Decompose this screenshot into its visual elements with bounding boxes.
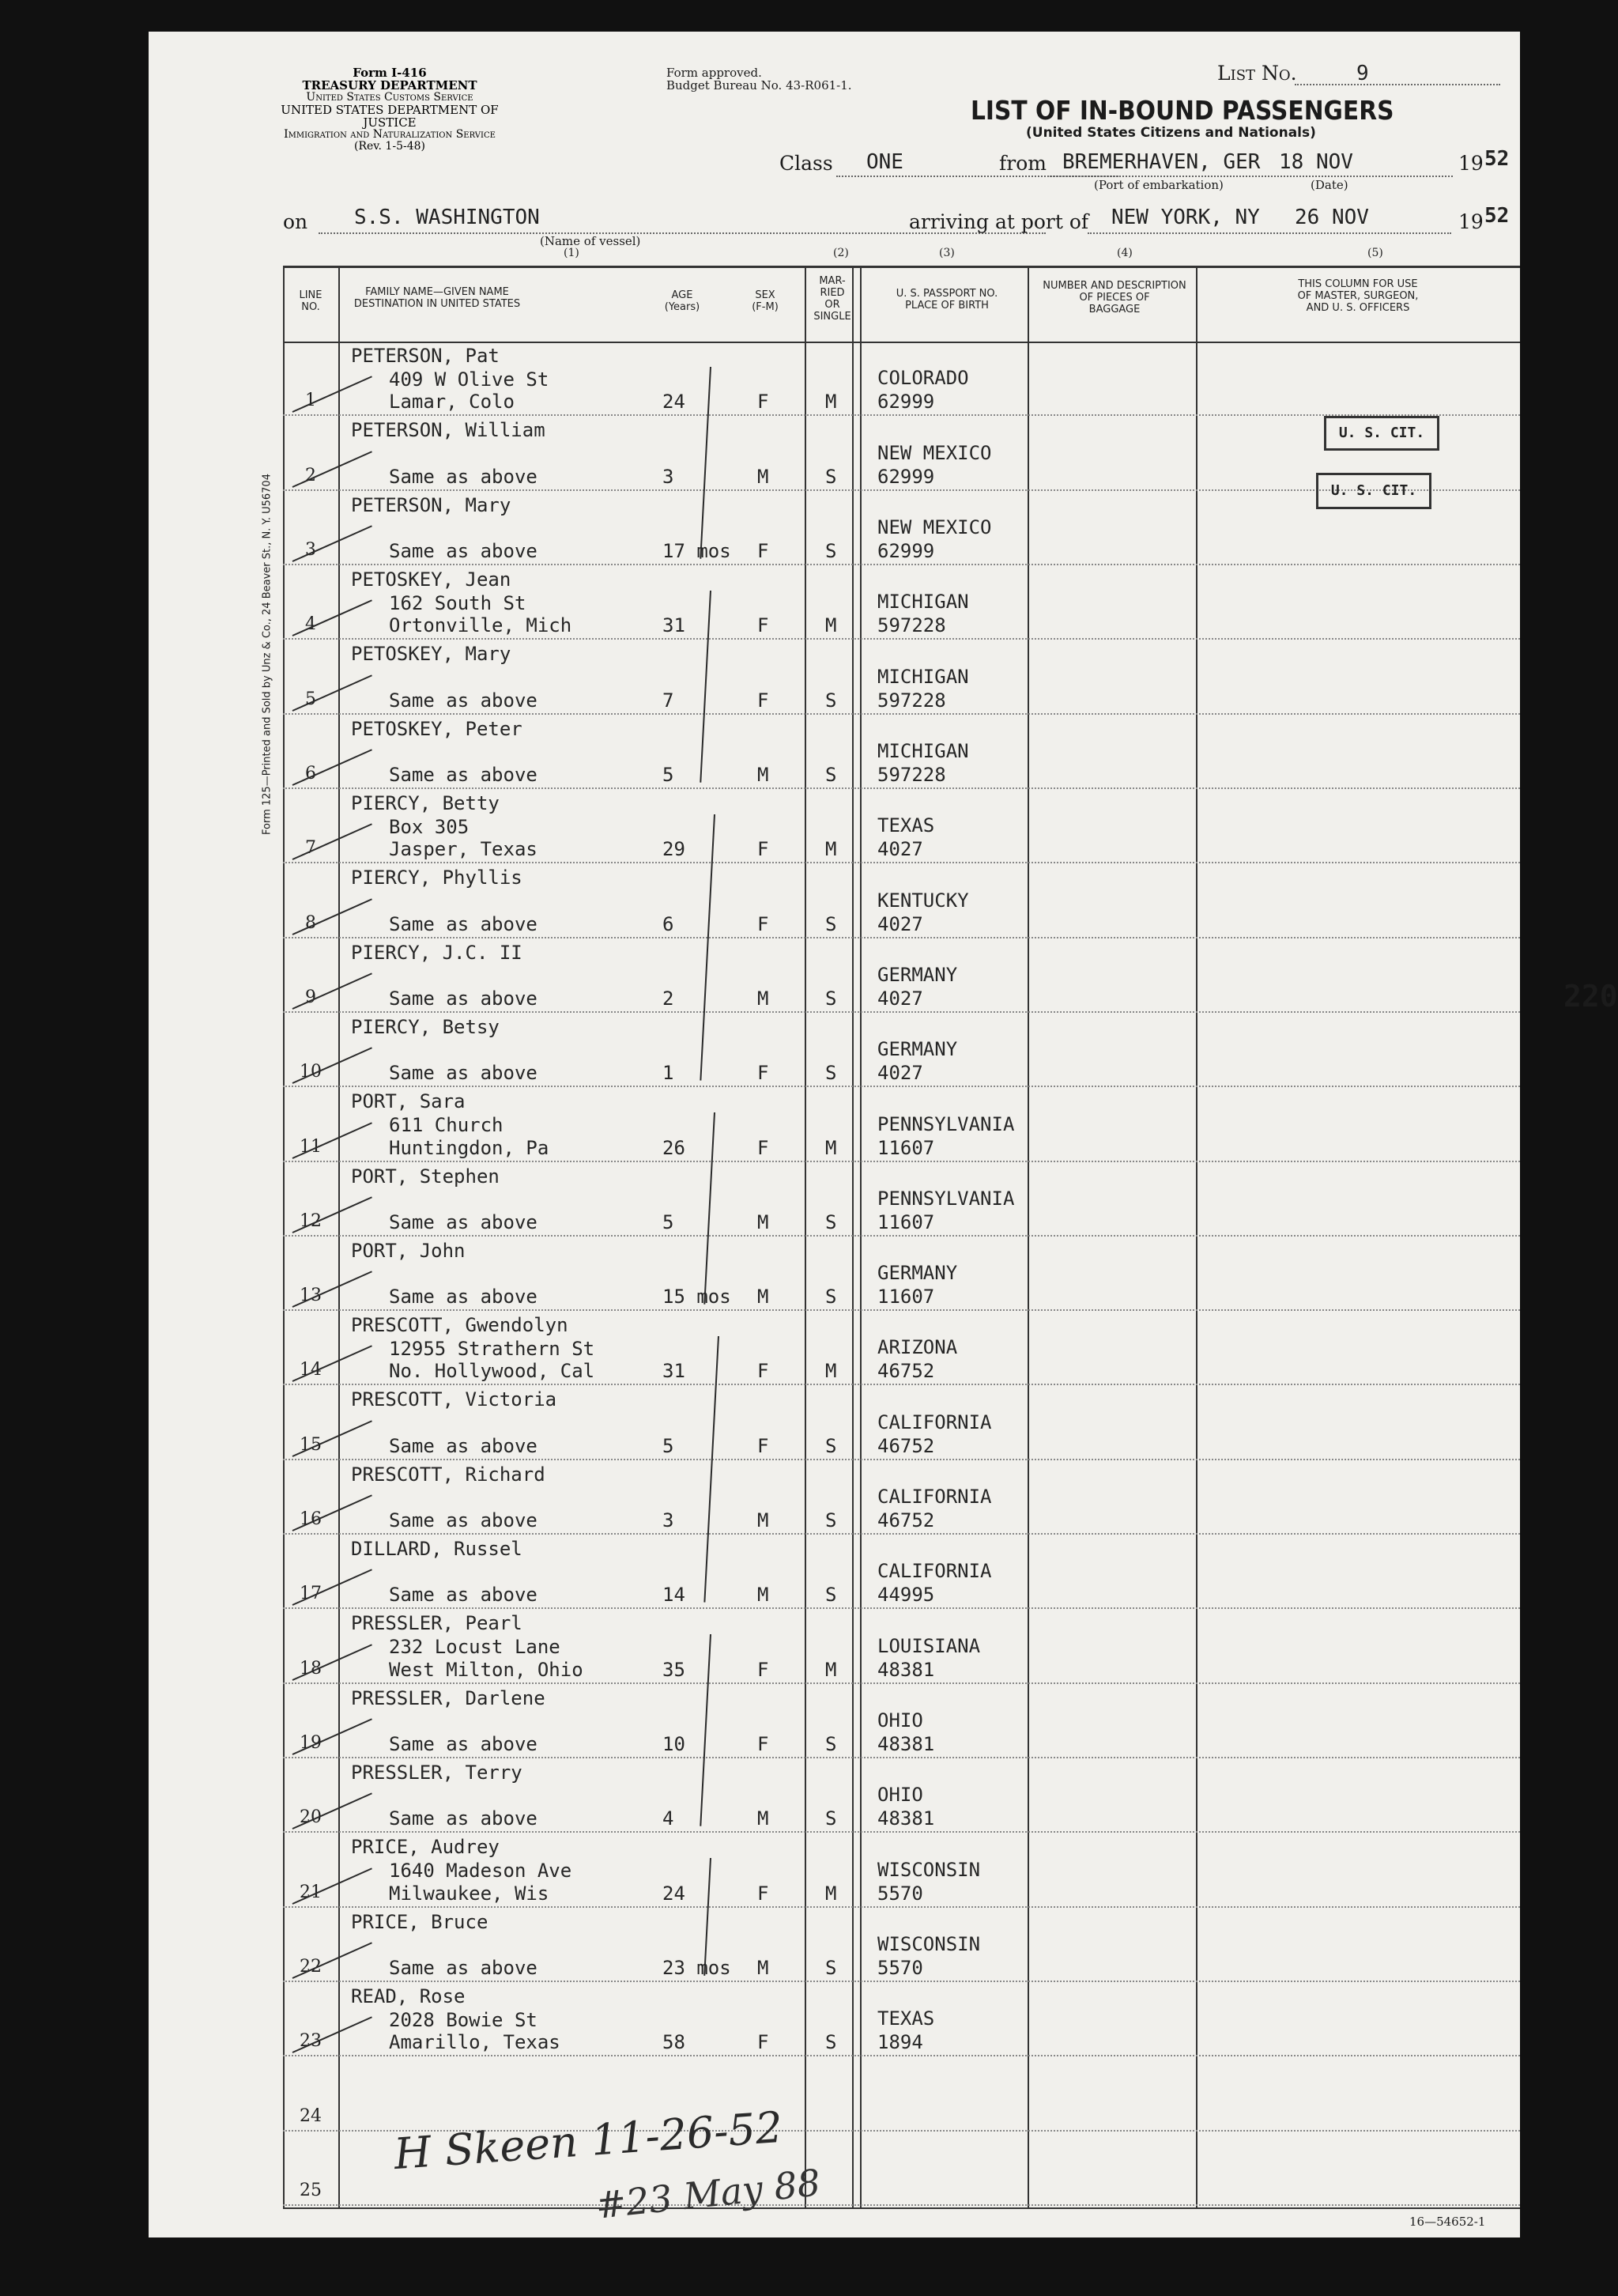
place-of-birth: CALIFORNIA — [877, 1486, 992, 1509]
vessel-name: S.S. WASHINGTON — [354, 206, 540, 229]
passenger-sex: M — [757, 763, 769, 786]
passport-number: 4027 — [877, 987, 923, 1010]
passenger-name: READ, Rose — [351, 1985, 466, 2008]
passport-number: 11607 — [877, 1136, 935, 1159]
customs-service: United States Customs Service — [306, 91, 473, 104]
line-number: 6 — [305, 763, 316, 784]
line-number: 19 — [300, 1733, 322, 1754]
marital-status: M — [825, 391, 837, 414]
vessel-caption: (Name of vessel) — [540, 234, 641, 248]
passenger-sex: F — [757, 2031, 769, 2054]
marital-status: S — [825, 689, 837, 712]
passenger-age: 24 — [662, 1882, 685, 1905]
passenger-sex: F — [757, 539, 769, 562]
passenger-name: PETOSKEY, Peter — [351, 717, 522, 740]
passenger-name: PETERSON, Mary — [351, 493, 511, 516]
form-number: Form I-416 — [353, 66, 427, 80]
passenger-name: PRICE, Audrey — [351, 1836, 500, 1859]
passenger-destination: Same as above — [389, 1733, 537, 1756]
line-number: 23 — [300, 2031, 322, 2052]
passport-number: 11607 — [877, 1286, 935, 1308]
passenger-age: 1 — [662, 1062, 674, 1085]
passenger-sex: M — [757, 1584, 769, 1607]
place-of-birth: TEXAS — [877, 2007, 935, 2030]
embarkation-date: 18 NOV — [1279, 150, 1353, 174]
passenger-destination: Same as above — [389, 1807, 537, 1830]
passenger-sex: M — [757, 465, 769, 488]
passenger-destination: West Milton, Ohio — [389, 1658, 583, 1681]
passenger-age: 14 — [662, 1584, 685, 1607]
passenger-name: PRESSLER, Pearl — [351, 1612, 522, 1635]
place-of-birth: COLORADO — [877, 367, 969, 390]
passenger-name: PRESSLER, Darlene — [351, 1686, 545, 1709]
place-of-birth: MICHIGAN — [877, 665, 969, 688]
passenger-age: 5 — [662, 1434, 674, 1457]
place-of-birth: LOUISIANA — [877, 1634, 981, 1657]
place-of-birth: KENTUCKY — [877, 889, 969, 912]
table-row — [283, 1611, 1520, 1685]
place-of-birth: PENNSYLVANIA — [877, 1112, 1015, 1135]
passport-number: 62999 — [877, 391, 935, 414]
passenger-age: 4 — [662, 1807, 674, 1830]
passenger-destination: Same as above — [389, 1062, 537, 1085]
passenger-address: 409 W Olive St — [389, 368, 549, 391]
table-row — [283, 716, 1520, 791]
passenger-age: 29 — [662, 838, 685, 861]
passenger-sex: F — [757, 614, 769, 637]
passenger-destination: Same as above — [389, 539, 537, 562]
line-number: 21 — [300, 1882, 322, 1902]
passport-number: 597228 — [877, 689, 946, 712]
passenger-destination: Ortonville, Mich — [389, 614, 572, 637]
passenger-destination: Same as above — [389, 1509, 537, 1532]
passenger-name: PETOSKEY, Jean — [351, 568, 511, 591]
passenger-name: PETOSKEY, Mary — [351, 643, 511, 666]
passport-number: 5570 — [877, 1957, 923, 1980]
form-approved: Form approved. — [666, 66, 762, 80]
justice-dept: UNITED STATES DEPARTMENT OF JUSTICE — [281, 103, 499, 130]
place-of-birth: GERMANY — [877, 1038, 958, 1061]
passenger-age: 17 mos — [662, 539, 731, 562]
passenger-age: 3 — [662, 1509, 674, 1532]
form-id-block — [281, 66, 499, 153]
place-of-birth: NEW MEXICO — [877, 441, 992, 464]
table-row — [283, 1909, 1520, 1984]
table-row — [283, 641, 1520, 716]
year-prefix: 19 — [1458, 152, 1484, 175]
passport-number: 4027 — [877, 912, 923, 935]
marital-status: M — [825, 614, 837, 637]
passport-number: 597228 — [877, 763, 946, 786]
header-baggage: NUMBER AND DESCRIPTION OF PIECES OF BAGGAGE — [1043, 280, 1186, 315]
table-row — [283, 1387, 1520, 1461]
line-number: 20 — [300, 1807, 322, 1828]
marital-status: S — [825, 1807, 837, 1830]
passenger-destination: Same as above — [389, 912, 537, 935]
table-row — [283, 1686, 1520, 1760]
us-citizen-stamp: U. S. CIT. — [1316, 473, 1431, 509]
passenger-name: PIERCY, Betty — [351, 791, 500, 814]
marital-status: S — [825, 1210, 837, 1233]
passenger-name: DILLARD, Russel — [351, 1538, 522, 1561]
passenger-age: 26 — [662, 1136, 685, 1159]
arriving-label: arriving at port of — [909, 210, 1089, 233]
place-of-birth: GERMANY — [877, 963, 958, 986]
passenger-sex: F — [757, 1136, 769, 1159]
line-number: 4 — [305, 614, 316, 635]
passenger-name: PORT, Stephen — [351, 1165, 500, 1188]
line-number: 11 — [300, 1136, 322, 1157]
passenger-name: PRESCOTT, Gwendolyn — [351, 1314, 568, 1337]
marital-status: S — [825, 1434, 837, 1457]
passenger-destination: Same as above — [389, 763, 537, 786]
passenger-age: 31 — [662, 614, 685, 637]
passport-number: 46752 — [877, 1360, 935, 1383]
passport-number: 62999 — [877, 539, 935, 562]
place-of-birth: MICHIGAN — [877, 739, 969, 762]
header-name-destination: FAMILY NAME—GIVEN NAME DESTINATION IN UNITED STATES — [353, 286, 521, 310]
place-of-birth: WISCONSIN — [877, 1858, 981, 1881]
passenger-sex: F — [757, 1882, 769, 1905]
passenger-name: PRESSLER, Terry — [351, 1762, 522, 1784]
arrival-port: NEW YORK, NY — [1111, 206, 1260, 229]
passenger-sex: F — [757, 1062, 769, 1085]
passenger-age: 58 — [662, 2031, 685, 2054]
table-row — [283, 567, 1520, 641]
passenger-name: PETERSON, Pat — [351, 345, 500, 367]
passenger-address: 1640 Madeson Ave — [389, 1860, 572, 1882]
place-of-birth: MICHIGAN — [877, 591, 969, 614]
passenger-age: 5 — [662, 763, 674, 786]
table-row — [283, 1238, 1520, 1312]
passport-number: 48381 — [877, 1807, 935, 1830]
passenger-destination: Jasper, Texas — [389, 838, 537, 861]
place-of-birth: NEW MEXICO — [877, 515, 992, 538]
passenger-destination: Milwaukee, Wis — [389, 1882, 549, 1905]
marital-status: S — [825, 763, 837, 786]
immigration-service: Immigration and Naturalization Service — [284, 128, 496, 141]
column-number-4: (4) — [1117, 247, 1133, 259]
marital-status: S — [825, 2031, 837, 2054]
arrival-year: 52 — [1484, 204, 1510, 228]
passenger-destination: Same as above — [389, 465, 537, 488]
on-label: on — [283, 210, 308, 233]
column-number-3: (3) — [939, 247, 955, 259]
passenger-sex: F — [757, 1360, 769, 1383]
table-row — [283, 1984, 1520, 2058]
embarkation-year: 52 — [1484, 147, 1510, 171]
port-of-embarkation: BREMERHAVEN, GER — [1062, 150, 1261, 174]
passenger-name: PIERCY, J.C. II — [351, 941, 522, 964]
passenger-sex: F — [757, 838, 769, 861]
passenger-name: PORT, John — [351, 1239, 466, 1262]
table-row — [283, 343, 1520, 417]
class-label: Class — [779, 152, 833, 175]
column-number-5: (5) — [1367, 247, 1383, 259]
passenger-destination: Same as above — [389, 987, 537, 1010]
officer-count: 220 — [1563, 979, 1618, 1014]
passenger-address: 12955 Strathern St — [389, 1338, 595, 1361]
marital-status: M — [825, 1658, 837, 1681]
marital-status: S — [825, 1509, 837, 1532]
line-number: 1 — [305, 391, 316, 411]
passenger-age: 15 mos — [662, 1286, 731, 1308]
table-row — [283, 1536, 1520, 1611]
passport-number: 48381 — [877, 1733, 935, 1756]
budget-bureau-number: Budget Bureau No. 43-R061-1. — [666, 78, 852, 93]
table-row — [283, 940, 1520, 1014]
passenger-sex: F — [757, 391, 769, 414]
passenger-name: PIERCY, Betsy — [351, 1015, 500, 1038]
marital-status: S — [825, 1957, 837, 1980]
passenger-destination: Same as above — [389, 1210, 537, 1233]
marital-status: M — [825, 1882, 837, 1905]
line-number: 16 — [300, 1509, 322, 1530]
place-of-birth: OHIO — [877, 1709, 923, 1732]
passenger-destination: Same as above — [389, 1286, 537, 1308]
line-number: 17 — [300, 1584, 322, 1604]
passenger-age: 10 — [662, 1733, 685, 1756]
marital-status: S — [825, 1062, 837, 1085]
marital-status: M — [825, 1136, 837, 1159]
line-number: 12 — [300, 1210, 322, 1231]
marital-status: S — [825, 1286, 837, 1308]
marital-status: S — [825, 987, 837, 1010]
list-number-label: List No. — [1217, 62, 1297, 85]
date-caption: (Date) — [1311, 178, 1348, 192]
line-number: 14 — [300, 1360, 322, 1380]
passport-number: 46752 — [877, 1434, 935, 1457]
header-age: AGE (Years) — [664, 289, 700, 313]
column-number-1: (1) — [564, 247, 579, 259]
passenger-destination: Huntingdon, Pa — [389, 1136, 549, 1159]
passenger-age: 2 — [662, 987, 674, 1010]
place-of-birth: WISCONSIN — [877, 1933, 981, 1956]
table-row — [283, 1760, 1520, 1834]
line-number: 2 — [305, 465, 316, 485]
table-row — [283, 1462, 1520, 1536]
marital-status: S — [825, 539, 837, 562]
marital-status: M — [825, 1360, 837, 1383]
passenger-name: PIERCY, Phyllis — [351, 867, 522, 889]
passport-number: 1894 — [877, 2031, 923, 2054]
passenger-sex: M — [757, 1807, 769, 1830]
passenger-age: 3 — [662, 465, 674, 488]
marital-status: S — [825, 1584, 837, 1607]
place-of-birth: TEXAS — [877, 814, 935, 837]
line-number: 10 — [300, 1062, 322, 1082]
column-number-2: (2) — [833, 247, 849, 259]
passenger-destination: Lamar, Colo — [389, 391, 515, 414]
passenger-rows — [283, 343, 1520, 2207]
inspector-signature: H Skeen 11-26-52 — [392, 2102, 785, 2180]
us-citizen-stamp: U. S. CIT. — [1324, 416, 1439, 451]
passport-number: 597228 — [877, 614, 946, 637]
table-row — [283, 1014, 1520, 1089]
line-number: 7 — [305, 838, 316, 859]
passenger-sex: F — [757, 912, 769, 935]
line-number: 15 — [300, 1434, 322, 1455]
arrival-date: 26 NOV — [1295, 206, 1369, 229]
passenger-name: PETERSON, William — [351, 419, 545, 442]
header-passport-birthplace: U. S. PASSPORT NO. PLACE OF BIRTH — [896, 288, 998, 312]
passport-number: 44995 — [877, 1584, 935, 1607]
passenger-age: 5 — [662, 1210, 674, 1233]
passenger-destination: Same as above — [389, 689, 537, 712]
table-row — [283, 1164, 1520, 1238]
passenger-destination: Amarillo, Texas — [389, 2031, 560, 2054]
marital-status: S — [825, 912, 837, 935]
place-of-birth: OHIO — [877, 1784, 923, 1807]
place-of-birth: CALIFORNIA — [877, 1560, 992, 1583]
passenger-destination: Same as above — [389, 1434, 537, 1457]
document-title: LIST OF IN-BOUND PASSENGERS — [971, 95, 1394, 126]
passenger-sex: M — [757, 1210, 769, 1233]
passenger-sex: F — [757, 1733, 769, 1756]
passenger-age: 23 mos — [662, 1957, 731, 1980]
passenger-age: 6 — [662, 912, 674, 935]
passenger-name: PRESCOTT, Victoria — [351, 1388, 557, 1411]
form-revision: (Rev. 1-5-48) — [354, 140, 425, 153]
passenger-sex: F — [757, 689, 769, 712]
passport-number: 4027 — [877, 1062, 923, 1085]
table-row — [283, 865, 1520, 939]
passenger-address: 611 Church — [389, 1114, 504, 1137]
place-of-birth: ARIZONA — [877, 1336, 958, 1359]
line-number: 3 — [305, 539, 316, 560]
passport-number: 11607 — [877, 1210, 935, 1233]
passenger-name: PRESCOTT, Richard — [351, 1463, 545, 1486]
footer-code: 16—54652-1 — [1409, 2215, 1486, 2229]
place-of-birth: PENNSYLVANIA — [877, 1187, 1015, 1210]
passenger-age: 7 — [662, 689, 674, 712]
passenger-list-page — [149, 32, 1618, 2237]
passenger-sex: F — [757, 1434, 769, 1457]
passport-number: 62999 — [877, 465, 935, 488]
passenger-address: 232 Locust Lane — [389, 1636, 560, 1659]
passenger-address: Box 305 — [389, 815, 470, 838]
line-number: 9 — [305, 987, 316, 1007]
passenger-age: 31 — [662, 1360, 685, 1383]
arrival-year-prefix: 19 — [1458, 210, 1484, 233]
passenger-sex: M — [757, 1286, 769, 1308]
side-printer-imprint: Form 125—Printed and Sold by Unz & Co., 24 Beaver St., N. Y. U56704 — [261, 474, 273, 835]
passenger-age: 24 — [662, 391, 685, 414]
line-number: 25 — [300, 2180, 322, 2200]
passenger-address: 162 South St — [389, 591, 526, 614]
marital-status: M — [825, 838, 837, 861]
line-number: 8 — [305, 912, 316, 933]
passenger-name: PRICE, Bruce — [351, 1910, 488, 1933]
from-label: from — [999, 152, 1047, 175]
line-number: 13 — [300, 1286, 322, 1306]
document-subtitle: (United States Citizens and Nationals) — [1026, 125, 1316, 141]
line-number: 5 — [305, 689, 316, 709]
line-number: 24 — [300, 2105, 322, 2126]
passenger-address: 2028 Bowie St — [389, 2009, 537, 2032]
port-embark-caption: (Port of embarkation) — [1094, 178, 1224, 192]
table-row — [283, 791, 1520, 865]
passenger-destination: No. Hollywood, Cal — [389, 1360, 595, 1383]
marital-status: S — [825, 1733, 837, 1756]
place-of-birth: GERMANY — [877, 1262, 958, 1285]
passenger-name: PORT, Sara — [351, 1090, 466, 1113]
handwritten-annotation: #23 May 88 — [593, 2161, 823, 2227]
passenger-sex: M — [757, 987, 769, 1010]
header-married-single: MAR- RIED OR SINGLE — [813, 275, 851, 323]
marital-status: S — [825, 465, 837, 488]
header-officers: THIS COLUMN FOR USE OF MASTER, SURGEON, AND U. S. OFFICERS — [1297, 278, 1419, 314]
table-row — [283, 2058, 1520, 2132]
passenger-sex: M — [757, 1957, 769, 1980]
header-sex: SEX (F-M) — [752, 289, 779, 313]
treasury-dept: TREASURY DEPARTMENT — [302, 78, 477, 93]
header-line-no: LINE NO. — [299, 289, 322, 313]
passenger-age: 35 — [662, 1658, 685, 1681]
table-row — [283, 1312, 1520, 1387]
passenger-sex: M — [757, 1509, 769, 1532]
passport-number: 5570 — [877, 1882, 923, 1905]
passport-number: 46752 — [877, 1509, 935, 1532]
passenger-destination: Same as above — [389, 1584, 537, 1607]
passport-number: 4027 — [877, 838, 923, 861]
place-of-birth: CALIFORNIA — [877, 1410, 992, 1433]
line-number: 22 — [300, 1957, 322, 1977]
table-row — [283, 1089, 1520, 1163]
passport-number: 48381 — [877, 1658, 935, 1681]
line-number: 18 — [300, 1658, 322, 1679]
passenger-destination: Same as above — [389, 1957, 537, 1980]
class-value: ONE — [866, 150, 903, 174]
list-number-value: 9 — [1356, 62, 1369, 85]
table-row — [283, 1834, 1520, 1909]
passenger-sex: F — [757, 1658, 769, 1681]
